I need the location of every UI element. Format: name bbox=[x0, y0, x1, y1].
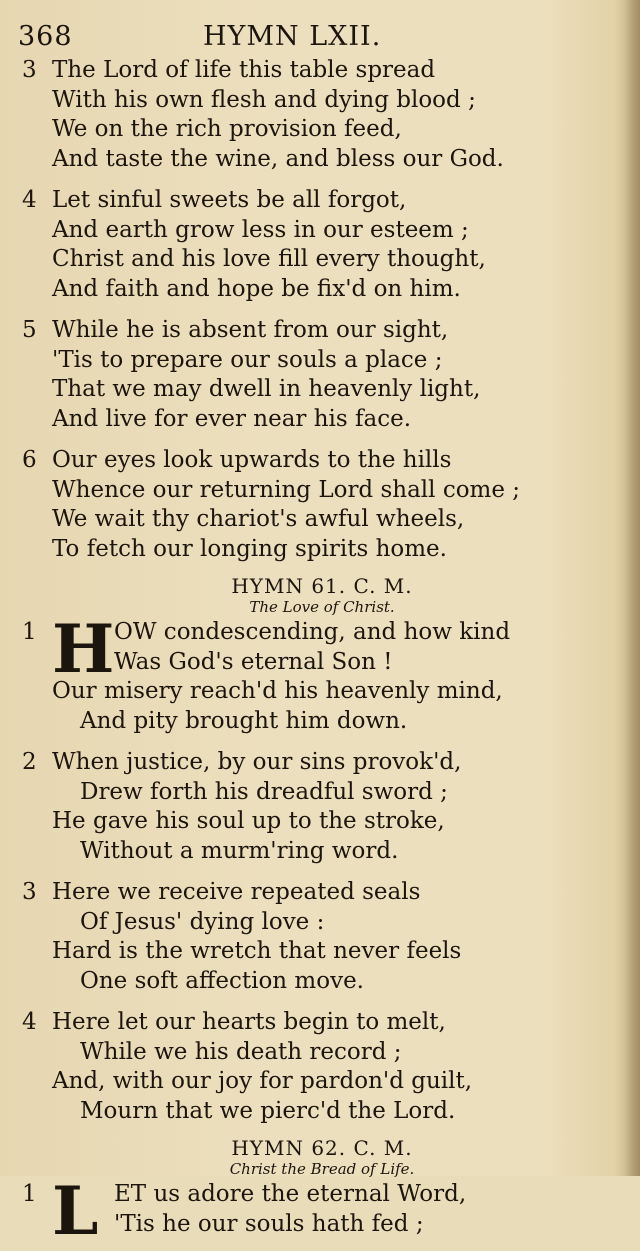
verse-line: 'Tis he our souls hath fed ; bbox=[114, 1210, 424, 1237]
page-header bbox=[18, 20, 578, 54]
verse-line: And faith and hope be fix'd on him. bbox=[52, 275, 461, 302]
verse-line: To fetch our longing spirits home. bbox=[52, 535, 447, 562]
verse-line: And, with our joy for pardon'd guilt, bbox=[52, 1068, 473, 1094]
verse-line: Christ and his love fill every thought, bbox=[52, 246, 486, 272]
verse-4 bbox=[22, 186, 622, 304]
verse-line: And pity brought him down. bbox=[80, 707, 408, 734]
verse-line: And taste the wine, and bless our God. bbox=[52, 145, 504, 172]
page-content bbox=[22, 56, 622, 1251]
verse-line: 5 While he is absent from our sight, bbox=[22, 316, 622, 346]
verse-line: Was God's eternal Son ! bbox=[114, 648, 393, 675]
verse-number: 1 bbox=[22, 1181, 37, 1207]
verse-number: 4 bbox=[22, 1009, 37, 1035]
verse-2 bbox=[22, 748, 622, 866]
verse-line: 3 The Lord of life this table spread bbox=[22, 56, 622, 86]
verse-number: 3 bbox=[22, 57, 37, 83]
verse-number: 5 bbox=[22, 317, 37, 343]
hymn-subtitle: The Love of Christ. bbox=[249, 598, 395, 616]
verse-line: He gave his soul up to the stroke, bbox=[52, 808, 445, 834]
verse-number: 2 bbox=[22, 749, 37, 775]
verse-4 bbox=[22, 1008, 622, 1126]
verse-line: 4 Here let our hearts begin to melt, bbox=[22, 1008, 622, 1038]
verse-3 bbox=[22, 878, 622, 996]
verse-line: Drew forth his dreadful sword ; bbox=[80, 778, 448, 805]
hymn-title: HYMN 61. C. M. bbox=[231, 574, 413, 598]
verse-line: That we may dwell in heavenly light, bbox=[52, 376, 481, 402]
verse-line: While we his death record ; bbox=[80, 1038, 402, 1065]
verse-line: With his own flesh and dying blood ; bbox=[52, 86, 476, 113]
verse-line: 'Tis to prepare our souls a place ; bbox=[52, 346, 443, 373]
hymn-subtitle: Christ the Bread of Life. bbox=[229, 1160, 415, 1178]
verse-number: 4 bbox=[22, 187, 37, 213]
verse-line: One soft affection move. bbox=[80, 967, 364, 994]
page-edge-shadow bbox=[624, 0, 640, 1176]
verse-3 bbox=[22, 56, 622, 174]
verse-1 bbox=[22, 1172, 622, 1250]
hymn-title: HYMN 62. C. M. bbox=[231, 1136, 413, 1160]
verse-line: Without a murm'ring word. bbox=[80, 837, 399, 864]
verse-line: 2 When justice, by our sins provok'd, bbox=[22, 748, 622, 778]
verse-line: Whence our returning Lord shall come ; bbox=[52, 476, 521, 503]
verse-5 bbox=[22, 316, 622, 434]
verse-line: And earth grow less in our esteem ; bbox=[52, 216, 469, 243]
verse-line: And live for ever near his face. bbox=[52, 405, 412, 432]
verse-line: We on the rich provision feed, bbox=[52, 116, 402, 142]
verse-line: 6 Our eyes look upwards to the hills bbox=[22, 446, 622, 476]
verse-line: OW condescending, and how kind bbox=[114, 619, 511, 645]
verse-line: ET us adore the eternal Word, bbox=[114, 1181, 467, 1207]
drop-cap: L bbox=[52, 1172, 99, 1250]
verse-line: 3 Here we receive repeated seals bbox=[22, 878, 622, 908]
verse-line: 4 Let sinful sweets be all forgot, bbox=[22, 186, 622, 216]
page-number: 368 bbox=[18, 21, 73, 52]
verse-line: Hard is the wretch that never feels bbox=[52, 938, 462, 964]
verse-line: Mourn that we pierc'd the Lord. bbox=[80, 1097, 456, 1124]
verse-number: 3 bbox=[22, 879, 37, 905]
verse-1 bbox=[22, 610, 622, 736]
verse-6 bbox=[22, 446, 622, 564]
running-title: HYMN LXII. bbox=[203, 21, 382, 52]
verse-number: 1 bbox=[22, 619, 37, 645]
verse-line: Our misery reach'd his heavenly mind, bbox=[52, 678, 503, 704]
verse-line: We wait thy chariot's awful wheels, bbox=[52, 506, 465, 532]
verse-line: Of Jesus' dying love : bbox=[80, 908, 325, 935]
drop-cap: H bbox=[52, 610, 115, 688]
verse-number: 6 bbox=[22, 447, 37, 473]
